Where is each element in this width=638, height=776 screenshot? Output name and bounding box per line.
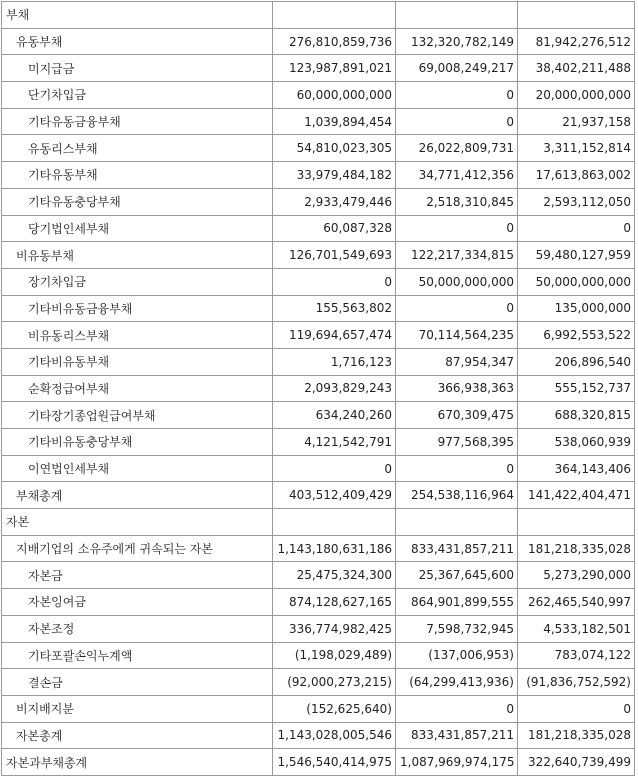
row-label: 지배기업의 소유주에게 귀속되는 자본 (2, 535, 273, 562)
value-cell: (1,198,029,489) (273, 642, 396, 669)
row-label: 기타유동부채 (2, 162, 273, 189)
value-cell: 155,563,802 (273, 295, 396, 322)
balance-sheet-table (1, 1, 635, 776)
table-row (2, 242, 635, 269)
table-row (2, 429, 635, 456)
value-cell: 833,431,857,211 (396, 722, 518, 749)
value-cell: 50,000,000,000 (396, 268, 518, 295)
value-cell: 2,933,479,446 (273, 188, 396, 215)
value-cell: 0 (396, 295, 518, 322)
value-cell: 132,320,782,149 (396, 28, 518, 55)
value-cell: 206,896,540 (518, 348, 635, 375)
value-cell: 364,143,406 (518, 455, 635, 482)
row-label: 기타유동금융부채 (2, 108, 273, 135)
row-label: 자본조정 (2, 615, 273, 642)
table-row (2, 749, 635, 776)
row-label: 비지배지분 (2, 695, 273, 722)
value-cell: 59,480,127,959 (518, 242, 635, 269)
value-cell: 0 (396, 455, 518, 482)
value-cell: 60,087,328 (273, 215, 396, 242)
value-cell: 21,937,158 (518, 108, 635, 135)
value-cell: 403,512,409,429 (273, 482, 396, 509)
table-row (2, 55, 635, 82)
row-label: 기타비유동금융부채 (2, 295, 273, 322)
balance-sheet-body (2, 2, 635, 776)
table-row (2, 642, 635, 669)
row-label: 기타장기종업원급여부채 (2, 402, 273, 429)
row-label: 자본과부채총계 (2, 749, 273, 776)
value-cell: 25,475,324,300 (273, 562, 396, 589)
value-cell: 5,273,290,000 (518, 562, 635, 589)
row-label: 자본총계 (2, 722, 273, 749)
table-row (2, 722, 635, 749)
value-cell: 276,810,859,736 (273, 28, 396, 55)
value-cell: 50,000,000,000 (518, 268, 635, 295)
table-row (2, 162, 635, 189)
value-cell: 874,128,627,165 (273, 589, 396, 616)
row-label: 이연법인세부채 (2, 455, 273, 482)
value-cell: 54,810,023,305 (273, 135, 396, 162)
table-row (2, 215, 635, 242)
table-row (2, 188, 635, 215)
value-cell (273, 509, 396, 536)
row-label: 자본금 (2, 562, 273, 589)
value-cell: 670,309,475 (396, 402, 518, 429)
value-cell: 123,987,891,021 (273, 55, 396, 82)
value-cell: 0 (273, 268, 396, 295)
value-cell: 1,143,028,005,546 (273, 722, 396, 749)
value-cell: 634,240,260 (273, 402, 396, 429)
value-cell: 864,901,899,555 (396, 589, 518, 616)
row-label: 장기차입금 (2, 268, 273, 295)
table-row (2, 82, 635, 109)
row-label: 부채 (2, 2, 273, 29)
row-label: 기타포괄손익누계액 (2, 642, 273, 669)
value-cell: 69,008,249,217 (396, 55, 518, 82)
value-cell: 538,060,939 (518, 429, 635, 456)
value-cell: 181,218,335,028 (518, 722, 635, 749)
value-cell: 977,568,395 (396, 429, 518, 456)
value-cell: 1,087,969,974,175 (396, 749, 518, 776)
value-cell: 262,465,540,997 (518, 589, 635, 616)
row-label: 비유동부채 (2, 242, 273, 269)
value-cell: 322,640,739,499 (518, 749, 635, 776)
value-cell: (64,299,413,936) (396, 669, 518, 696)
row-label: 결손금 (2, 669, 273, 696)
value-cell: 4,533,182,501 (518, 615, 635, 642)
row-label: 기타유동충당부채 (2, 188, 273, 215)
value-cell: 1,039,894,454 (273, 108, 396, 135)
value-cell: 688,320,815 (518, 402, 635, 429)
value-cell: (137,006,953) (396, 642, 518, 669)
value-cell: 20,000,000,000 (518, 82, 635, 109)
table-row (2, 108, 635, 135)
value-cell: 70,114,564,235 (396, 322, 518, 349)
value-cell: 783,074,122 (518, 642, 635, 669)
value-cell: (91,836,752,592) (518, 669, 635, 696)
row-label: 순확정급여부채 (2, 375, 273, 402)
row-label: 당기법인세부채 (2, 215, 273, 242)
row-label: 비유동리스부채 (2, 322, 273, 349)
table-row (2, 268, 635, 295)
table-row (2, 28, 635, 55)
value-cell: 6,992,553,522 (518, 322, 635, 349)
value-cell: 141,422,404,471 (518, 482, 635, 509)
value-cell: 87,954,347 (396, 348, 518, 375)
value-cell: 119,694,657,474 (273, 322, 396, 349)
value-cell: 3,311,152,814 (518, 135, 635, 162)
value-cell: 0 (396, 108, 518, 135)
table-row (2, 322, 635, 349)
value-cell: 33,979,484,182 (273, 162, 396, 189)
value-cell (273, 2, 396, 29)
table-row (2, 535, 635, 562)
value-cell (518, 509, 635, 536)
value-cell: 26,022,809,731 (396, 135, 518, 162)
table-row (2, 455, 635, 482)
value-cell: 81,942,276,512 (518, 28, 635, 55)
value-cell: 0 (273, 455, 396, 482)
value-cell: 34,771,412,356 (396, 162, 518, 189)
row-label: 기타비유동부채 (2, 348, 273, 375)
table-row (2, 295, 635, 322)
row-label: 유동리스부채 (2, 135, 273, 162)
value-cell: (152,625,640) (273, 695, 396, 722)
value-cell: 0 (518, 215, 635, 242)
table-row (2, 669, 635, 696)
row-label: 자본잉여금 (2, 589, 273, 616)
value-cell (396, 2, 518, 29)
value-cell: 1,716,123 (273, 348, 396, 375)
table-row (2, 562, 635, 589)
value-cell: 181,218,335,028 (518, 535, 635, 562)
value-cell: 2,093,829,243 (273, 375, 396, 402)
table-row (2, 589, 635, 616)
row-label: 단기차입금 (2, 82, 273, 109)
row-label: 기타비유동충당부채 (2, 429, 273, 456)
value-cell: 833,431,857,211 (396, 535, 518, 562)
value-cell: 2,593,112,050 (518, 188, 635, 215)
value-cell: (92,000,273,215) (273, 669, 396, 696)
row-label: 부채총계 (2, 482, 273, 509)
table-row (2, 375, 635, 402)
value-cell: 17,613,863,002 (518, 162, 635, 189)
table-row (2, 509, 635, 536)
value-cell: 0 (396, 215, 518, 242)
value-cell: 2,518,310,845 (396, 188, 518, 215)
value-cell: 135,000,000 (518, 295, 635, 322)
table-row (2, 695, 635, 722)
value-cell: 555,152,737 (518, 375, 635, 402)
value-cell: 0 (518, 695, 635, 722)
value-cell: 366,938,363 (396, 375, 518, 402)
table-row (2, 2, 635, 29)
table-row (2, 615, 635, 642)
value-cell: 4,121,542,791 (273, 429, 396, 456)
value-cell: 7,598,732,945 (396, 615, 518, 642)
row-label: 유동부채 (2, 28, 273, 55)
table-row (2, 402, 635, 429)
value-cell: 1,546,540,414,975 (273, 749, 396, 776)
row-label: 미지급금 (2, 55, 273, 82)
value-cell: 254,538,116,964 (396, 482, 518, 509)
value-cell: 38,402,211,488 (518, 55, 635, 82)
value-cell: 25,367,645,600 (396, 562, 518, 589)
table-row (2, 135, 635, 162)
value-cell: 0 (396, 82, 518, 109)
value-cell (396, 509, 518, 536)
value-cell: 126,701,549,693 (273, 242, 396, 269)
table-row (2, 348, 635, 375)
row-label: 자본 (2, 509, 273, 536)
table-row (2, 482, 635, 509)
value-cell (518, 2, 635, 29)
value-cell: 122,217,334,815 (396, 242, 518, 269)
value-cell: 60,000,000,000 (273, 82, 396, 109)
value-cell: 336,774,982,425 (273, 615, 396, 642)
value-cell: 1,143,180,631,186 (273, 535, 396, 562)
value-cell: 0 (396, 695, 518, 722)
